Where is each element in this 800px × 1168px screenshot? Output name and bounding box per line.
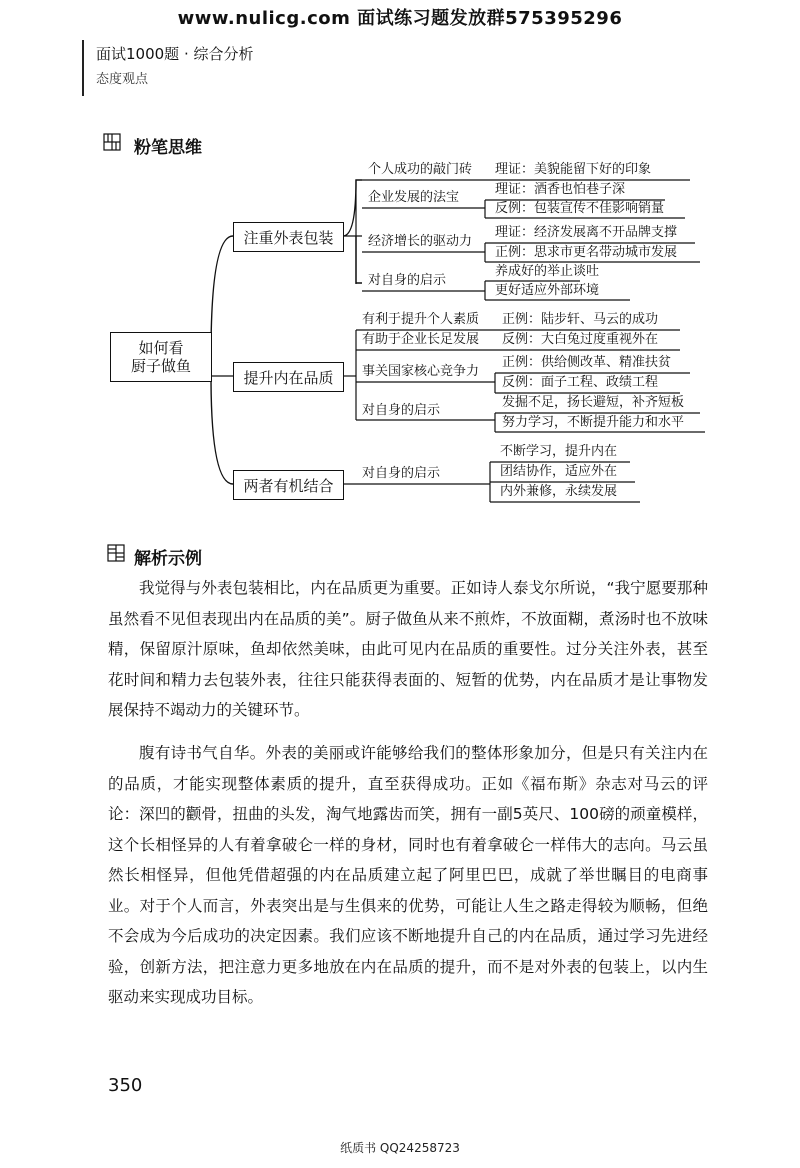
sub-node: 有利于提升个人素质: [362, 312, 480, 327]
branch-label: 注重外表包装: [243, 228, 334, 247]
leaf-node: 努力学习，不断提升能力和水平: [502, 415, 685, 430]
leaf-node: 更好适应外部环境: [495, 283, 600, 298]
sub-node: 对自身的启示: [362, 403, 441, 418]
mindmap-root: [110, 332, 212, 382]
analysis-paragraph-1: 我觉得与外表包装相比，内在品质更为重要。正如诗人泰戈尔所说，“我宁愿要那种虽然看不见但表现出内在品质的美”。厨子做鱼从来不煎炸，不放面糊，煮汤时也不放味精，保留原汁原味，鱼却依然美味，由此可见内在品质的重要性。过分关注外表，甚至花时间和精力去包装外表，往往只能获得表面的、短暂的优势，内在品质才是让事物发展保持不竭动力的关键环节。: [108, 579, 708, 719]
chapter-subtitle: 态度观点: [96, 72, 149, 87]
leaf-node: 理证：酒香也怕巷子深: [495, 182, 626, 197]
sub-node: 经济增长的驱动力: [368, 234, 473, 249]
branch-label: 提升内在品质: [243, 368, 334, 387]
book-title: 面试1000题 · 综合分析: [96, 45, 254, 63]
leaf-node: 反例：大白兔过度重视外在: [502, 332, 659, 347]
leaf-node: 团结协作，适应外在: [500, 464, 618, 479]
footer-watermark: 纸质书 QQ24258723: [340, 1141, 460, 1155]
leaf-node: 正例：陆步轩、马云的成功: [502, 312, 659, 327]
sub-node: 个人成功的敲门砖: [368, 162, 473, 177]
branch-box-3: [233, 470, 344, 500]
leaf-node: 反例：面子工程、政绩工程: [502, 375, 659, 390]
page-number: 350: [108, 1075, 143, 1096]
leaf-node: 养成好的举止谈吐: [495, 264, 600, 279]
leaf-node: 理证：经济发展离不开品牌支撑: [495, 225, 678, 240]
analysis-grid-icon: [107, 544, 125, 562]
branch-label: 两者有机结合: [243, 476, 334, 495]
sub-node: 企业发展的法宝: [368, 190, 460, 205]
leaf-node: 发掘不足，扬长避短，补齐短板: [502, 395, 685, 410]
leaf-node: 反例：包装宣传不佳影响销量: [495, 201, 665, 216]
mindmap-root-text: 如何看 厨子做鱼: [130, 339, 191, 375]
leaf-node: 正例：供给侧改革、精准扶贫: [502, 355, 672, 370]
leaf-node: 正例：思求市更名带动城市发展: [495, 245, 678, 260]
leaf-node: 不断学习，提升内在: [500, 444, 618, 459]
watermark-header: www.nulicg.com 面试练习题发放群575395296: [177, 8, 623, 29]
analysis-section-title: 解析示例: [134, 549, 202, 569]
branch-box-1: [233, 222, 344, 252]
mindmap-connectors: [0, 0, 800, 520]
analysis-paragraph-2: 腹有诗书气自华。外表的美丽或许能够给我们的整体形象加分，但是只有关注内在的品质，才能实现整体素质的提升，直至获得成功。正如《福布斯》杂志对马云的评论：深凹的颧骨，扭曲的头发，淘气地露齿而笑，拥有一副5英尺、100磅的顽童模样，这个长相怪异的人有着拿破仑一样的身材，同时也有着拿破仑一样伟大的志向。马云虽然长相怪异，但他凭借超强的内在品质建立起了阿里巴巴，成就了举世瞩目的电商事业。对于个人而言，外表突出是与生俱来的优势，可能让人生之路走得较为顺畅，但绝不会成为今后成功的决定因素。我们应该不断地提升自己的内在品质，通过学习先进经验，创新方法，把注意力更多地放在内在品质的提升，而不是对外表的包装上，以内生驱动来实现成功目标。: [108, 744, 708, 1006]
sub-node: 对自身的启示: [368, 273, 447, 288]
sub-node: 事关国家核心竞争力: [362, 364, 480, 379]
sub-node: 对自身的启示: [362, 466, 441, 481]
leaf-node: 理证：美貌能留下好的印象: [495, 162, 652, 177]
branch-box-2: [233, 362, 344, 392]
chalk-section-title: 粉笔思维: [134, 138, 202, 158]
leaf-node: 内外兼修，永续发展: [500, 484, 618, 499]
sub-node: 有助于企业长足发展: [362, 332, 480, 347]
